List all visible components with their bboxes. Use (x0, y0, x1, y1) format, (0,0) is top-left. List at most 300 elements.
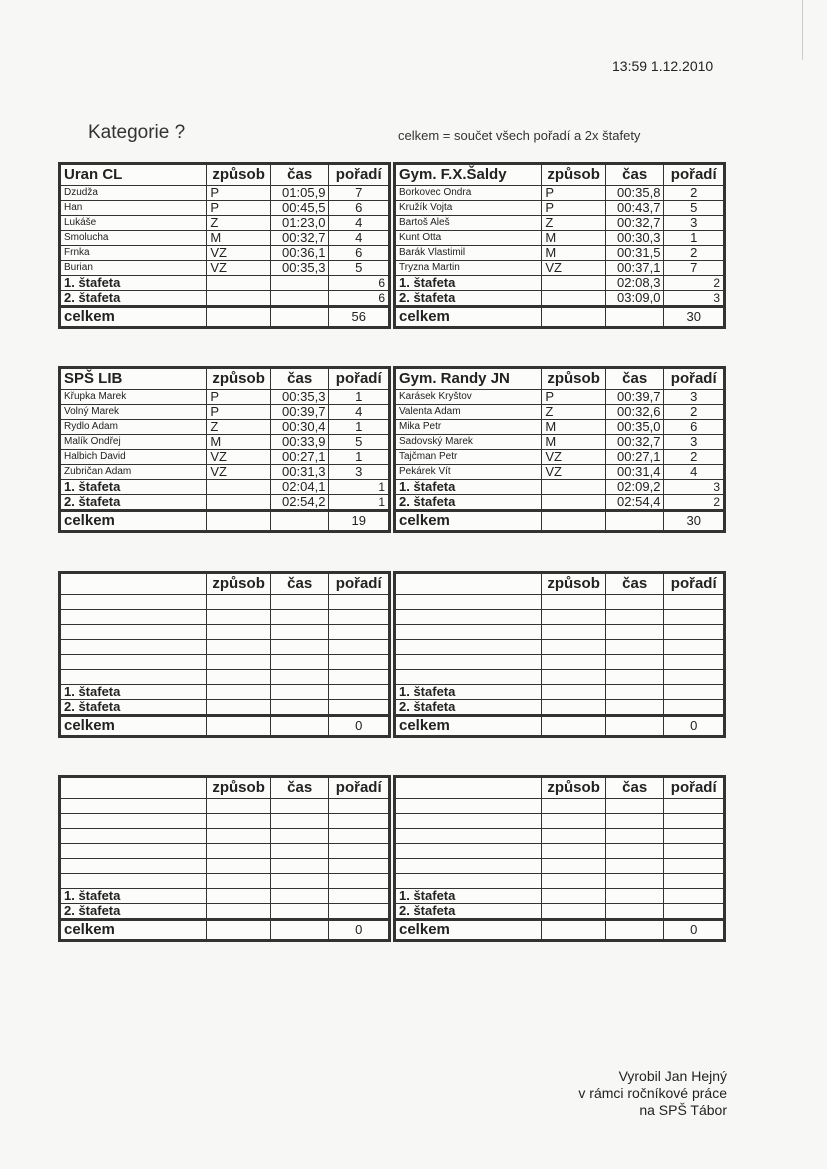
relay2-time (605, 700, 664, 716)
member-time (270, 655, 329, 670)
member-row (395, 655, 725, 670)
relay2-rank (664, 904, 725, 920)
member-row (395, 874, 725, 889)
relay2-rank (329, 700, 390, 716)
total-time (270, 920, 329, 941)
member-name (60, 874, 207, 889)
member-rank (329, 670, 390, 685)
member-name: Karásek Kryštov (395, 390, 542, 405)
total-score: 0 (329, 716, 390, 737)
relay2-time (270, 291, 329, 307)
member-name: Zubričan Adam (60, 465, 207, 480)
member-method: M (542, 246, 606, 261)
member-row (395, 670, 725, 685)
member-method: M (542, 420, 606, 435)
relay1-method (542, 889, 606, 904)
member-method (542, 595, 606, 610)
relay1-time (605, 889, 664, 904)
member-row (60, 201, 390, 216)
relay1-label: 1. štafeta (395, 889, 542, 904)
total-time (605, 920, 664, 941)
total-score: 0 (664, 920, 725, 941)
member-row (395, 814, 725, 829)
member-rank: 5 (329, 261, 390, 276)
relay1-row (60, 480, 390, 495)
member-name (60, 610, 207, 625)
total-row (60, 307, 390, 328)
member-method (542, 829, 606, 844)
member-method: P (542, 201, 606, 216)
member-rank: 1 (329, 450, 390, 465)
rank-header: pořadí (329, 777, 390, 799)
member-rank (664, 814, 725, 829)
member-rank: 3 (329, 465, 390, 480)
total-row (395, 511, 725, 532)
member-method (542, 859, 606, 874)
total-method (207, 307, 271, 328)
print-timestamp: 13:59 1.12.2010 (612, 58, 714, 74)
member-row (60, 246, 390, 261)
member-method (207, 670, 271, 685)
member-row (60, 814, 390, 829)
total-time (270, 511, 329, 532)
member-row (60, 435, 390, 450)
relay2-method (207, 495, 271, 511)
member-time: 00:35,8 (605, 186, 664, 201)
member-name (395, 814, 542, 829)
member-row (395, 420, 725, 435)
member-row (60, 261, 390, 276)
total-label: celkem (395, 920, 542, 941)
member-time: 00:35,3 (270, 261, 329, 276)
member-name (60, 859, 207, 874)
member-name (60, 814, 207, 829)
relay1-row (395, 480, 725, 495)
member-time (605, 670, 664, 685)
member-name (395, 859, 542, 874)
time-header: čas (270, 164, 329, 186)
relay1-time (270, 276, 329, 291)
relay1-method (542, 480, 606, 495)
relay2-row (395, 904, 725, 920)
member-method: VZ (207, 261, 271, 276)
member-method (542, 625, 606, 640)
member-rank (329, 655, 390, 670)
total-score: 56 (329, 307, 390, 328)
member-rank: 4 (329, 405, 390, 420)
member-time (605, 625, 664, 640)
member-name: Valenta Adam (395, 405, 542, 420)
member-name (395, 655, 542, 670)
total-label: celkem (60, 511, 207, 532)
total-row (60, 920, 390, 941)
member-time: 00:43,7 (605, 201, 664, 216)
member-time: 00:39,7 (270, 405, 329, 420)
member-method: P (207, 390, 271, 405)
member-rank: 7 (329, 186, 390, 201)
total-row (395, 716, 725, 737)
time-header: čas (605, 573, 664, 595)
member-time: 00:31,4 (605, 465, 664, 480)
relay1-method (542, 685, 606, 700)
member-rank: 3 (664, 435, 725, 450)
member-time (270, 625, 329, 640)
relay2-row (60, 291, 390, 307)
member-time: 00:37,1 (605, 261, 664, 276)
member-time (605, 874, 664, 889)
member-time (605, 799, 664, 814)
relay2-label: 2. štafeta (60, 904, 207, 920)
member-method: M (207, 435, 271, 450)
total-time (270, 716, 329, 737)
member-time: 00:33,9 (270, 435, 329, 450)
total-score: 0 (664, 716, 725, 737)
member-row (60, 874, 390, 889)
member-rank: 1 (329, 390, 390, 405)
team-name (60, 777, 207, 799)
member-method: P (207, 186, 271, 201)
team-name (60, 573, 207, 595)
time-header: čas (270, 777, 329, 799)
relay2-time: 02:54,2 (270, 495, 329, 511)
member-time: 00:35,3 (270, 390, 329, 405)
method-header: způsob (207, 368, 271, 390)
member-row (60, 595, 390, 610)
relay1-label: 1. štafeta (395, 480, 542, 495)
relay1-time: 02:08,3 (605, 276, 664, 291)
relay1-label: 1. štafeta (395, 685, 542, 700)
relay2-time: 02:54,4 (605, 495, 664, 511)
member-time: 00:36,1 (270, 246, 329, 261)
member-rank (664, 670, 725, 685)
relay2-label: 2. štafeta (395, 291, 542, 307)
method-header: způsob (542, 368, 606, 390)
member-method (207, 874, 271, 889)
member-rank (664, 799, 725, 814)
member-method (542, 814, 606, 829)
paper-edge-line (802, 0, 803, 60)
member-method: VZ (542, 261, 606, 276)
team-name (395, 573, 542, 595)
member-name (395, 829, 542, 844)
member-row (60, 799, 390, 814)
total-row (60, 716, 390, 737)
member-name: Kunt Otta (395, 231, 542, 246)
member-time (605, 814, 664, 829)
member-method (207, 844, 271, 859)
relay1-rank (329, 889, 390, 904)
member-rank: 7 (664, 261, 725, 276)
team-table (393, 775, 726, 942)
member-name (395, 640, 542, 655)
relay1-time (605, 685, 664, 700)
member-rank: 4 (329, 216, 390, 231)
relay2-method (542, 700, 606, 716)
member-row (60, 655, 390, 670)
member-name: Bartoš Aleš (395, 216, 542, 231)
member-row (395, 844, 725, 859)
rank-header: pořadí (664, 164, 725, 186)
member-rank (329, 625, 390, 640)
team-name: SPŠ LIB (60, 368, 207, 390)
member-name (60, 829, 207, 844)
member-method: P (207, 405, 271, 420)
relay1-rank: 6 (329, 276, 390, 291)
member-row (60, 450, 390, 465)
relay1-label: 1. štafeta (60, 276, 207, 291)
relay1-method (207, 480, 271, 495)
member-time: 00:35,0 (605, 420, 664, 435)
member-time (605, 844, 664, 859)
relay1-rank (664, 685, 725, 700)
member-time (270, 610, 329, 625)
member-method (542, 799, 606, 814)
member-row (60, 216, 390, 231)
relay2-time (605, 904, 664, 920)
total-method (542, 511, 606, 532)
relay2-rank: 2 (664, 495, 725, 511)
team-table (58, 162, 391, 329)
relay2-method (542, 291, 606, 307)
member-method (207, 799, 271, 814)
member-row (60, 625, 390, 640)
member-row (395, 595, 725, 610)
member-method (542, 874, 606, 889)
member-rank: 1 (329, 420, 390, 435)
relay1-time (270, 889, 329, 904)
relay1-label: 1. štafeta (60, 889, 207, 904)
member-time: 00:27,1 (605, 450, 664, 465)
member-row (60, 829, 390, 844)
member-time: 01:23,0 (270, 216, 329, 231)
team-name: Uran CL (60, 164, 207, 186)
member-time: 01:05,9 (270, 186, 329, 201)
relay1-time (270, 685, 329, 700)
member-name (60, 640, 207, 655)
member-row (60, 186, 390, 201)
rank-header: pořadí (664, 573, 725, 595)
member-row (395, 186, 725, 201)
member-time (270, 670, 329, 685)
member-name: Kružík Vojta (395, 201, 542, 216)
relay2-rank (329, 904, 390, 920)
total-score: 0 (329, 920, 390, 941)
member-time (270, 814, 329, 829)
rank-header: pořadí (329, 368, 390, 390)
member-name: Sadovský Marek (395, 435, 542, 450)
member-name: Volný Marek (60, 405, 207, 420)
total-row (60, 511, 390, 532)
team-name: Gym. F.X.Šaldy (395, 164, 542, 186)
member-time (270, 640, 329, 655)
member-time: 00:32,7 (605, 216, 664, 231)
member-row (60, 610, 390, 625)
member-rank (664, 829, 725, 844)
member-row (60, 859, 390, 874)
member-rank: 3 (664, 216, 725, 231)
member-name: Frnka (60, 246, 207, 261)
member-rank: 2 (664, 246, 725, 261)
time-header: čas (270, 573, 329, 595)
time-header: čas (270, 368, 329, 390)
member-row (60, 390, 390, 405)
member-rank (664, 625, 725, 640)
credit-line-3: na SPŠ Tábor (639, 1102, 727, 1118)
relay2-rank: 1 (329, 495, 390, 511)
member-method (207, 814, 271, 829)
member-row (395, 859, 725, 874)
relay2-time (270, 700, 329, 716)
member-time: 00:32,6 (605, 405, 664, 420)
time-header: čas (605, 777, 664, 799)
rank-header: pořadí (329, 164, 390, 186)
member-name: Tajčman Petr (395, 450, 542, 465)
member-rank: 6 (329, 201, 390, 216)
member-time (270, 829, 329, 844)
member-method: Z (207, 420, 271, 435)
member-method (542, 844, 606, 859)
rank-header: pořadí (664, 368, 725, 390)
member-name (60, 655, 207, 670)
total-method (207, 511, 271, 532)
member-name: Han (60, 201, 207, 216)
member-rank (329, 829, 390, 844)
member-method: P (207, 201, 271, 216)
member-rank: 6 (329, 246, 390, 261)
member-name: Borkovec Ondra (395, 186, 542, 201)
member-rank: 4 (329, 231, 390, 246)
relay2-method (542, 904, 606, 920)
member-method: P (542, 186, 606, 201)
method-header: způsob (207, 164, 271, 186)
member-name: Dzudža (60, 186, 207, 201)
total-label: celkem (60, 716, 207, 737)
member-name (395, 625, 542, 640)
relay1-method (542, 276, 606, 291)
total-time (605, 716, 664, 737)
method-header: způsob (207, 777, 271, 799)
relay1-row (395, 276, 725, 291)
relay2-rank: 3 (664, 291, 725, 307)
member-method (542, 670, 606, 685)
member-rank: 2 (664, 186, 725, 201)
member-row (395, 216, 725, 231)
member-row (395, 610, 725, 625)
member-name (395, 610, 542, 625)
total-time (605, 511, 664, 532)
method-header: způsob (542, 573, 606, 595)
member-row (395, 829, 725, 844)
relay2-label: 2. štafeta (395, 495, 542, 511)
relay1-row (60, 889, 390, 904)
relay1-method (207, 276, 271, 291)
relay1-rank (664, 889, 725, 904)
member-method (542, 640, 606, 655)
member-row (395, 450, 725, 465)
member-time (605, 610, 664, 625)
member-row (60, 231, 390, 246)
total-method (542, 716, 606, 737)
member-rank: 5 (664, 201, 725, 216)
member-name: Tryzna Martin (395, 261, 542, 276)
total-method (542, 307, 606, 328)
member-row (395, 201, 725, 216)
member-rank (664, 844, 725, 859)
relay2-label: 2. štafeta (395, 700, 542, 716)
relay1-label: 1. štafeta (395, 276, 542, 291)
relay2-label: 2. štafeta (60, 700, 207, 716)
member-name: Křupka Marek (60, 390, 207, 405)
member-time (270, 859, 329, 874)
total-label: celkem (60, 920, 207, 941)
relay2-row (60, 495, 390, 511)
member-method (207, 610, 271, 625)
member-row (60, 420, 390, 435)
relay2-row (60, 904, 390, 920)
member-time (270, 844, 329, 859)
relay2-time: 03:09,0 (605, 291, 664, 307)
member-row (60, 405, 390, 420)
relay2-label: 2. štafeta (60, 495, 207, 511)
team-table (393, 162, 726, 329)
member-rank (329, 814, 390, 829)
member-row (395, 625, 725, 640)
member-row (60, 640, 390, 655)
member-rank: 2 (664, 405, 725, 420)
time-header: čas (605, 164, 664, 186)
member-rank (329, 595, 390, 610)
relay2-method (207, 904, 271, 920)
member-rank (664, 610, 725, 625)
member-rank (664, 874, 725, 889)
credit-line-2: v rámci ročníkové práce (578, 1085, 727, 1101)
member-row (60, 670, 390, 685)
member-rank (329, 874, 390, 889)
member-method: VZ (542, 465, 606, 480)
member-time (270, 595, 329, 610)
member-time: 00:32,7 (270, 231, 329, 246)
relay1-row (395, 889, 725, 904)
member-time: 00:31,5 (605, 246, 664, 261)
member-name (60, 670, 207, 685)
member-name (60, 595, 207, 610)
member-rank: 6 (664, 420, 725, 435)
member-method: Z (542, 216, 606, 231)
member-time (270, 799, 329, 814)
member-time (270, 874, 329, 889)
member-method: P (542, 390, 606, 405)
member-name (395, 595, 542, 610)
member-name: Burian (60, 261, 207, 276)
relay1-rank: 1 (329, 480, 390, 495)
relay2-row (395, 291, 725, 307)
member-rank (329, 610, 390, 625)
relay1-time: 02:04,1 (270, 480, 329, 495)
member-rank: 4 (664, 465, 725, 480)
member-name: Mika Petr (395, 420, 542, 435)
relay2-method (542, 495, 606, 511)
member-rank (329, 859, 390, 874)
team-table (393, 571, 726, 738)
member-method (207, 829, 271, 844)
member-name: Rydlo Adam (60, 420, 207, 435)
total-time (270, 307, 329, 328)
total-label: celkem (395, 307, 542, 328)
relay2-method (207, 291, 271, 307)
relay2-time (270, 904, 329, 920)
member-time: 00:30,4 (270, 420, 329, 435)
member-method: M (207, 231, 271, 246)
